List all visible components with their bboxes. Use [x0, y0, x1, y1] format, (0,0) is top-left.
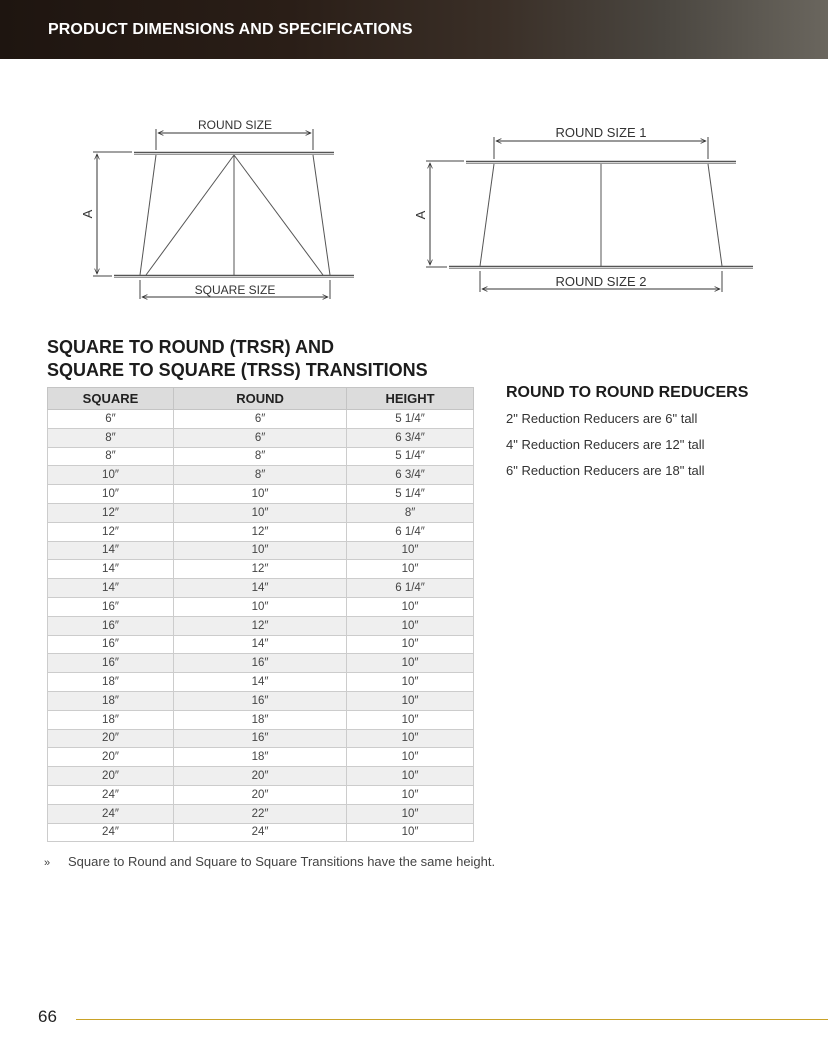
cell-round: 16″: [173, 729, 346, 748]
cell-height: 10″: [347, 804, 474, 823]
table-row: [48, 428, 474, 447]
square-to-round-transition-diagram: [93, 129, 354, 299]
cell-square: 14″: [48, 560, 174, 579]
cell-height: 5 1/4″: [347, 485, 474, 504]
cell-height: 10″: [347, 691, 474, 710]
cell-round: 22″: [173, 804, 346, 823]
table-row: [48, 410, 474, 429]
cell-height: 6 3/4″: [347, 466, 474, 485]
cell-height: 10″: [347, 767, 474, 786]
column-header-square: SQUARE: [48, 388, 174, 410]
cell-square: 18″: [48, 673, 174, 692]
cell-round: 8″: [173, 466, 346, 485]
cell-square: 18″: [48, 710, 174, 729]
table-row: [48, 541, 474, 560]
column-header-height: HEIGHT: [347, 388, 474, 410]
cell-round: 16″: [173, 691, 346, 710]
reducer-height-label: A: [413, 210, 428, 220]
cell-square: 20″: [48, 748, 174, 767]
footnote-bullet: »: [44, 857, 51, 869]
table-row: [48, 748, 474, 767]
cell-square: 20″: [48, 729, 174, 748]
cell-round: 6″: [173, 410, 346, 429]
cell-square: 12″: [48, 522, 174, 541]
table-row: [48, 804, 474, 823]
table-row: [48, 447, 474, 466]
cell-square: 24″: [48, 804, 174, 823]
transitions-title-line-2: SQUARE TO SQUARE (TRSS) TRANSITIONS: [47, 360, 428, 380]
table-row: [48, 503, 474, 522]
page-number: 66: [38, 1007, 57, 1026]
reducers-title: ROUND TO ROUND REDUCERS: [506, 384, 749, 401]
cell-square: 16″: [48, 597, 174, 616]
cell-square: 6″: [48, 410, 174, 429]
transition-height-label: A: [80, 209, 95, 219]
round-to-round-reducer-diagram: [426, 137, 753, 292]
cell-round: 20″: [173, 767, 346, 786]
cell-round: 6″: [173, 428, 346, 447]
cell-square: 16″: [48, 635, 174, 654]
cell-round: 20″: [173, 785, 346, 804]
cell-height: 10″: [347, 785, 474, 804]
cell-height: 10″: [347, 541, 474, 560]
cell-square: 8″: [48, 428, 174, 447]
table-row: [48, 673, 474, 692]
transitions-table-body: [48, 410, 474, 842]
cell-height: 10″: [347, 729, 474, 748]
cell-round: 24″: [173, 823, 346, 842]
cell-square: 16″: [48, 616, 174, 635]
cell-height: 10″: [347, 823, 474, 842]
table-row: [48, 485, 474, 504]
footer-rule: [76, 1019, 828, 1020]
cell-square: 24″: [48, 785, 174, 804]
cell-round: 12″: [173, 560, 346, 579]
cell-height: 10″: [347, 654, 474, 673]
cell-height: 5 1/4″: [347, 447, 474, 466]
cell-round: 12″: [173, 616, 346, 635]
table-row: [48, 560, 474, 579]
footnote: [44, 854, 495, 869]
cell-height: 6 3/4″: [347, 428, 474, 447]
cell-square: 8″: [48, 447, 174, 466]
transitions-section-title: [47, 336, 428, 382]
table-row: [48, 710, 474, 729]
cell-height: 10″: [347, 748, 474, 767]
cell-height: 10″: [347, 635, 474, 654]
dimension-diagrams: [0, 0, 828, 320]
cell-round: 14″: [173, 635, 346, 654]
reducer-note-2-inch: 2" Reduction Reducers are 6" tall: [506, 411, 698, 426]
table-row: [48, 466, 474, 485]
table-row: [48, 823, 474, 842]
table-header-row: [48, 388, 474, 410]
cell-height: 10″: [347, 560, 474, 579]
reducers-section: [506, 384, 806, 489]
cell-height: 10″: [347, 673, 474, 692]
transitions-table: [47, 387, 474, 842]
table-row: [48, 579, 474, 598]
cell-round: 18″: [173, 748, 346, 767]
cell-square: 18″: [48, 691, 174, 710]
cell-square: 12″: [48, 503, 174, 522]
table-row: [48, 729, 474, 748]
reducer-round-size-1-label: ROUND SIZE 1: [555, 125, 647, 140]
transition-round-size-label: ROUND SIZE: [197, 118, 273, 132]
cell-square: 24″: [48, 823, 174, 842]
table-row: [48, 616, 474, 635]
transition-square-size-label: SQUARE SIZE: [194, 283, 276, 297]
cell-round: 14″: [173, 673, 346, 692]
cell-round: 10″: [173, 597, 346, 616]
reducer-note-6-inch: 6" Reduction Reducers are 18" tall: [506, 463, 705, 478]
cell-height: 6 1/4″: [347, 522, 474, 541]
cell-round: 18″: [173, 710, 346, 729]
table-row: [48, 785, 474, 804]
cell-round: 10″: [173, 485, 346, 504]
table-row: [48, 767, 474, 786]
transitions-title-line-1: SQUARE TO ROUND (TRSR) AND: [47, 337, 334, 357]
reducer-round-size-2-label: ROUND SIZE 2: [555, 274, 647, 289]
footnote-text: Square to Round and Square to Square Transitions have the same height.: [68, 854, 496, 869]
table-row: [48, 654, 474, 673]
cell-square: 14″: [48, 541, 174, 560]
cell-round: 8″: [173, 447, 346, 466]
cell-round: 16″: [173, 654, 346, 673]
page-header-title: PRODUCT DIMENSIONS AND SPECIFICATIONS: [48, 21, 413, 38]
cell-square: 10″: [48, 485, 174, 504]
cell-square: 16″: [48, 654, 174, 673]
cell-round: 10″: [173, 541, 346, 560]
table-row: [48, 522, 474, 541]
cell-height: 6 1/4″: [347, 579, 474, 598]
column-header-round: ROUND: [173, 388, 346, 410]
cell-round: 10″: [173, 503, 346, 522]
cell-height: 8″: [347, 503, 474, 522]
cell-height: 10″: [347, 597, 474, 616]
cell-height: 5 1/4″: [347, 410, 474, 429]
table-row: [48, 635, 474, 654]
reducer-note-4-inch: 4" Reduction Reducers are 12" tall: [506, 437, 705, 452]
cell-square: 14″: [48, 579, 174, 598]
cell-square: 20″: [48, 767, 174, 786]
cell-height: 10″: [347, 710, 474, 729]
cell-square: 10″: [48, 466, 174, 485]
cell-height: 10″: [347, 616, 474, 635]
cell-round: 14″: [173, 579, 346, 598]
table-row: [48, 597, 474, 616]
cell-round: 12″: [173, 522, 346, 541]
table-row: [48, 691, 474, 710]
